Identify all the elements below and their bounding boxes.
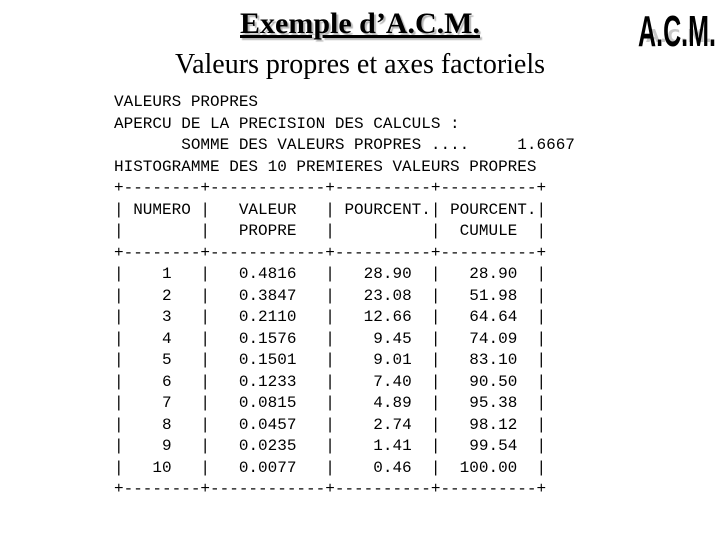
cell-valeur: 0.0815: [238, 394, 297, 412]
table-row: | 6 | 0.1233 | 7.40 | 90.50 |: [114, 372, 547, 391]
cell-cumule: 99.54: [469, 437, 518, 455]
header-pourcent: POURCENT.: [344, 200, 431, 219]
cell-numero: 6: [162, 372, 172, 391]
cell-valeur: 0.4816: [238, 265, 297, 283]
cell-pourcent: 28.90: [363, 265, 412, 283]
table-border-top: +--------+------------+----------+----------+: [114, 179, 547, 197]
cell-pourcent: 4.89: [373, 394, 412, 412]
precision-line: APERCU DE LA PRECISION DES CALCULS :: [114, 114, 460, 133]
cell-cumule: 90.50: [469, 372, 518, 391]
listing-heading: VALEURS PROPRES: [114, 93, 259, 111]
table-header-row-1: | NUMERO | VALEUR | POURCENT.| POURCENT.|: [114, 200, 547, 219]
table-row: | 9 | 0.0235 | 1.41 | 99.54 |: [114, 437, 547, 455]
header-cumule-2: CUMULE: [459, 222, 518, 240]
header-cumule: POURCENT.: [450, 200, 537, 219]
acm-logo-text: A.C.M.: [638, 7, 716, 54]
cell-numero: 1: [162, 265, 172, 283]
cell-pourcent: 2.74: [373, 415, 412, 434]
cell-pourcent: 9.45: [373, 329, 412, 348]
cell-numero: 8: [162, 415, 172, 434]
cell-numero: 2: [162, 286, 172, 305]
cell-pourcent: 23.08: [363, 286, 412, 305]
table-row: | 4 | 0.1576 | 9.45 | 74.09 |: [114, 329, 547, 348]
cell-cumule: 28.90: [469, 265, 518, 283]
histogram-title: HISTOGRAMME DES 10 PREMIERES VALEURS PROPRES: [114, 157, 537, 176]
table-row: | 3 | 0.2110 | 12.66 | 64.64 |: [114, 308, 547, 326]
table-row: | 8 | 0.0457 | 2.74 | 98.12 |: [114, 415, 547, 434]
cell-pourcent: 12.66: [363, 308, 412, 326]
cell-cumule: 98.12: [469, 415, 518, 434]
cell-cumule: 95.38: [469, 394, 518, 412]
table-row: | 2 | 0.3847 | 23.08 | 51.98 |: [114, 286, 547, 305]
header-propre: PROPRE: [238, 222, 297, 240]
cell-numero: 9: [162, 437, 172, 455]
cell-cumule: 64.64: [469, 308, 518, 326]
cell-valeur: 0.3847: [238, 286, 297, 305]
cell-valeur: 0.1501: [238, 351, 297, 369]
cell-cumule: 100.00: [459, 458, 518, 477]
cell-numero: 3: [162, 308, 172, 326]
table-row: | 1 | 0.4816 | 28.90 | 28.90 |: [114, 265, 547, 283]
cell-valeur: 0.1233: [238, 372, 297, 391]
cell-valeur: 0.0457: [238, 415, 297, 434]
cell-cumule: 74.09: [469, 329, 518, 348]
cell-pourcent: 0.46: [373, 458, 412, 477]
cell-cumule: 83.10: [469, 351, 518, 369]
cell-valeur: 0.0077: [238, 458, 297, 477]
sum-value: 1.6667: [517, 136, 575, 154]
sum-label: SOMME DES VALEURS PROPRES ....: [181, 136, 470, 154]
acm-logo-graphic: [636, 2, 718, 54]
cell-numero: 4: [162, 329, 172, 348]
table-row: | 10 | 0.0077 | 0.46 | 100.00 |: [114, 458, 547, 477]
header-valeur: VALEUR: [238, 200, 297, 219]
table-row: | 5 | 0.1501 | 9.01 | 83.10 |: [114, 351, 547, 369]
acm-logo: [636, 2, 718, 54]
cell-pourcent: 9.01: [373, 351, 412, 369]
table-row: | 7 | 0.0815 | 4.89 | 95.38 |: [114, 394, 547, 412]
cell-pourcent: 7.40: [373, 372, 412, 391]
sum-line: [114, 135, 575, 157]
page-subtitle: Valeurs propres et axes factoriels: [174, 49, 546, 80]
table-border-bottom: +--------+------------+----------+----------+: [114, 480, 547, 498]
table-border-mid: +--------+------------+----------+----------+: [114, 243, 547, 262]
cell-numero: 10: [152, 458, 172, 477]
cell-cumule: 51.98: [469, 286, 518, 305]
cell-numero: 5: [162, 351, 172, 369]
cell-valeur: 0.2110: [238, 308, 297, 326]
header-numero: NUMERO: [133, 200, 191, 219]
eigenvalues-listing: [114, 92, 575, 501]
title-block: [0, 6, 720, 42]
page-title: Exemple d’A.C.M.: [240, 7, 480, 40]
cell-valeur: 0.1576: [238, 329, 297, 348]
cell-numero: 7: [162, 394, 172, 412]
acm-logo-shadow: A.C.M.: [646, 26, 712, 47]
cell-valeur: 0.0235: [238, 437, 297, 455]
cell-pourcent: 1.41: [373, 437, 412, 455]
table-header-row-2: | | PROPRE | | CUMULE |: [114, 222, 547, 240]
eigenvalue-table: [114, 178, 575, 501]
